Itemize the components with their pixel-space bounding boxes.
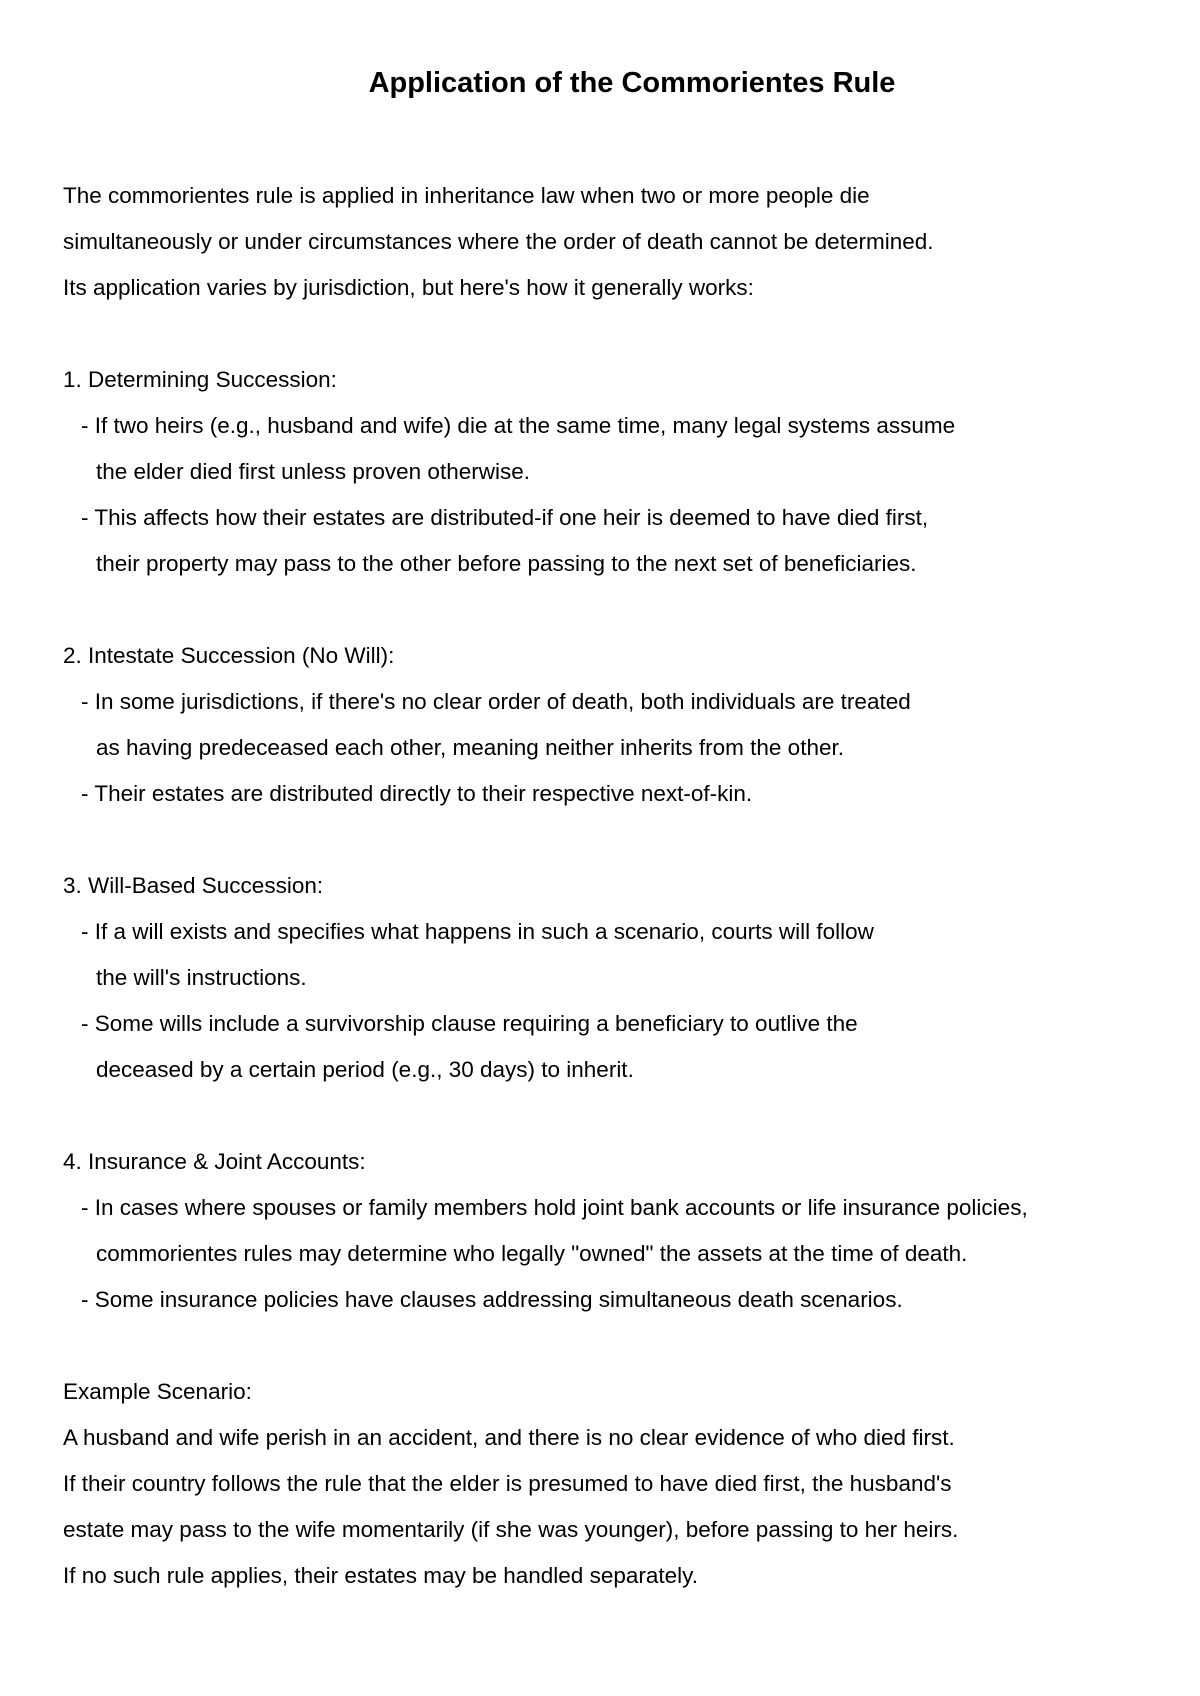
intro-line: The commorientes rule is applied in inheritance law when two or more people die bbox=[63, 183, 870, 208]
paragraph-gap bbox=[63, 1323, 1173, 1369]
document-title: Application of the Commorientes Rule bbox=[368, 67, 896, 99]
paragraph-gap bbox=[63, 311, 1173, 357]
bullet-continuation: the will's instructions. bbox=[96, 965, 307, 990]
example-heading: Example Scenario: bbox=[63, 1379, 252, 1404]
paragraph-gap bbox=[63, 817, 1173, 863]
bullet-line: - If a will exists and specifies what happens in such a scenario, courts will follow bbox=[81, 919, 874, 944]
section-heading: 3. Will-Based Succession: bbox=[63, 873, 324, 898]
bullet-line: - Some wills include a survivorship clause requiring a beneficiary to outlive the bbox=[81, 1011, 858, 1036]
bullet-continuation: their property may pass to the other before passing to the next set of beneficiaries. bbox=[96, 551, 917, 576]
intro-line: simultaneously or under circumstances where the order of death cannot be determined. bbox=[63, 229, 934, 254]
bullet-continuation: the elder died first unless proven otherwise. bbox=[96, 459, 530, 484]
example-line: If no such rule applies, their estates may be handled separately. bbox=[63, 1563, 698, 1588]
paragraph-gap bbox=[63, 1093, 1173, 1139]
bullet-line: - Their estates are distributed directly to their respective next-of-kin. bbox=[81, 781, 753, 806]
intro-line: Its application varies by jurisdiction, but here's how it generally works: bbox=[63, 275, 754, 300]
bullet-line: - If two heirs (e.g., husband and wife) die at the same time, many legal systems assume bbox=[81, 413, 956, 438]
section-heading: 1. Determining Succession: bbox=[63, 367, 337, 392]
example-line: estate may pass to the wife momentarily (if she was younger), before passing to her heirs. bbox=[63, 1517, 959, 1542]
bullet-line: - In cases where spouses or family members hold joint bank accounts or life insurance policies, bbox=[81, 1195, 1028, 1220]
document-body bbox=[63, 173, 1173, 1599]
paragraph-gap bbox=[63, 587, 1173, 633]
bullet-continuation: deceased by a certain period (e.g., 30 days) to inherit. bbox=[96, 1057, 634, 1082]
example-line: If their country follows the rule that the elder is presumed to have died first, the husband's bbox=[63, 1471, 952, 1496]
section-heading: 2. Intestate Succession (No Will): bbox=[63, 643, 395, 668]
bullet-continuation: commorientes rules may determine who legally "owned" the assets at the time of death. bbox=[96, 1241, 968, 1266]
bullet-line: - In some jurisdictions, if there's no clear order of death, both individuals are treated bbox=[81, 689, 911, 714]
bullet-continuation: as having predeceased each other, meaning neither inherits from the other. bbox=[96, 735, 844, 760]
section-heading: 4. Insurance & Joint Accounts: bbox=[63, 1149, 366, 1174]
bullet-line: - This affects how their estates are distributed-if one heir is deemed to have died first, bbox=[81, 505, 929, 530]
example-line: A husband and wife perish in an accident, and there is no clear evidence of who died first. bbox=[63, 1425, 955, 1450]
bullet-line: - Some insurance policies have clauses addressing simultaneous death scenarios. bbox=[81, 1287, 903, 1312]
